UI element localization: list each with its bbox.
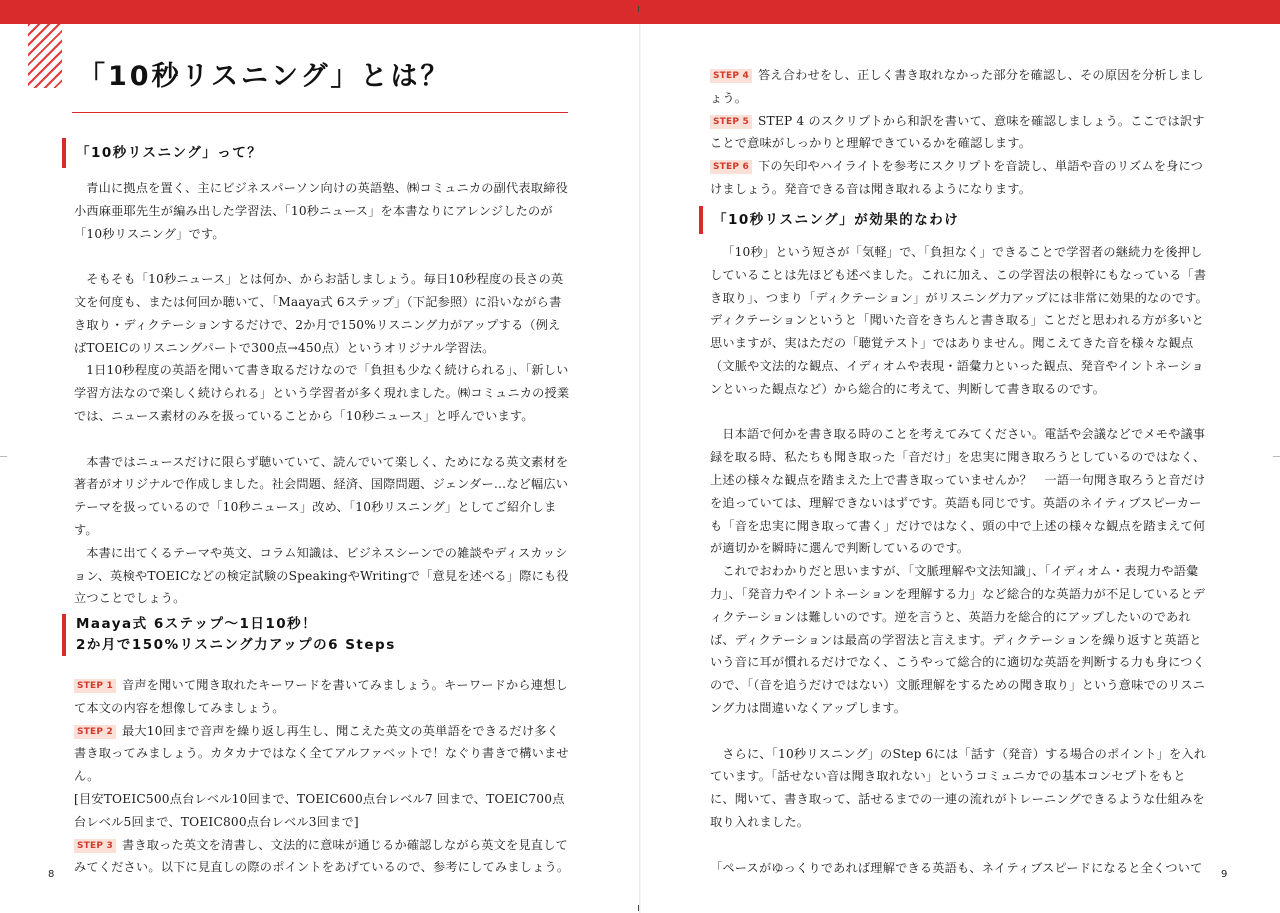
step-tag: STEP 2 xyxy=(74,725,116,739)
section-heading-six-steps xyxy=(62,614,396,656)
section-heading-why-effective: 「10秒リスニング」が効果的なわけ xyxy=(699,206,959,234)
step-text: 最大10回まで音声を繰り返し再生し、聞こえた英文の英単語をできるだけ多く書き取ってみましょう。カタカナではなく全てアルファベットで！なぐり書きで構いません。 xyxy=(74,723,569,784)
paragraph: 1日10秒程度の英語を聞いて書き取るだけなので「負担も少なく続けられる」、「新しい学習方法なので楽しく続けられる」という学習者が多く現れました。㈱コミュニカの授業では、ニュース素材のみを扱っていることから「10秒ニュース」と呼んでいます。 xyxy=(74,363,570,423)
step-item xyxy=(710,64,1210,110)
step-item xyxy=(710,155,1210,201)
step-tag: STEP 3 xyxy=(74,839,116,853)
step-tag: STEP 4 xyxy=(710,69,752,83)
title-rule xyxy=(72,112,568,113)
step-text: 答え合わせをし、正しく書き取れなかった部分を確認し、その原因を分析しましょう。 xyxy=(710,68,1204,105)
step-text: 書き取った英文を清書し、文法的に意味が通じるか確認しながら英文を見直してみてください。以下に見直しの際のポイントをあげているので、参考にしてみましょう。 xyxy=(74,837,570,875)
step-note: [目安TOEIC500点台レベル10回まで、TOEIC600点台レベル7 回まで、TOEIC700点台レベル5回まで、TOEIC800点台レベル3回まで] xyxy=(74,791,565,829)
section-body-what-is xyxy=(74,177,570,610)
step-item xyxy=(74,674,570,720)
section-heading-line: 2か月で150%リスニング力アップの6 Steps xyxy=(76,637,396,653)
paragraph: 青山に拠点を置く、主にビジネスパーソン向けの英語塾、㈱コミュニカの副代表取締役小西麻亜耶先生が編み出した学習法、「10秒ニュース」を本書なりにアレンジしたのが「10秒リスニング」です。 xyxy=(74,181,568,241)
step-item xyxy=(710,110,1210,156)
step-tag: STEP 5 xyxy=(710,115,752,129)
step-text: 下の矢印やハイライトを参考にスクリプトを音読し、単語や音のリズムを身につけましょう。発音できる音は聞き取れるようになります。 xyxy=(710,159,1204,196)
step-item xyxy=(74,720,570,788)
page-number-right: 9 xyxy=(1221,869,1228,880)
step-text: 音声を聞いて聞き取れたキーワードを書いてみましょう。キーワードから連想して本文の内容を想像してみましょう。 xyxy=(74,678,568,715)
right-page xyxy=(640,0,1280,913)
step-list-left xyxy=(74,674,570,879)
paragraph: 本書に出てくるテーマや英文、コラム知識は、ビジネスシーンでの雑談やディスカッション、英検やTOEICなどの検定試験のSpeakingやWritingで「意見を述べる」際にも役立つことでしょう。 xyxy=(74,545,569,606)
section-heading-what-is: 「10秒リスニング」って？ xyxy=(62,138,262,168)
step-list-right xyxy=(710,64,1210,201)
step-item xyxy=(74,834,570,880)
page-title: 「10秒リスニング」とは？ xyxy=(78,61,451,92)
paragraph: そもそも「10秒ニュース」とは何か、からお話しましょう。毎日10秒程度の長さの英文を何度も、または何回か聴いて、「Maaya式 6ステップ」（下記参照）に沿いながら書き取り・ディクテーションするだけで、2か月で150%リスニング力がアップする（例えばTOEICのリスニングパートで300点→450点）というオリジナル学習法。 xyxy=(74,272,564,355)
step-text: STEP 4 のスクリプトから和訳を書いて、意味を確認しましょう。ここでは訳すことで意味がしっかりと理解できているかを確認します。 xyxy=(710,113,1205,151)
paragraph: 日本語で何かを書き取る時のことを考えてみてください。電話や会議などでメモや議事録を取る時、私たちも聞き取った「音だけ」を忠実に聞き取ろうとしているのではなく、上述の様々な観点を踏まえた上で書き取っていませんか？ 一語一句聞き取ろうと音だけを追っていては、理解できないはずです。英語も同じです。英語のネイティブスピーカーも「音を忠実に聞き取って書く」だけではなく、頭の中で上述の様々な観点を踏まえて何が適切かを瞬時に選んで判断しているのです。 xyxy=(710,427,1206,556)
step-tag: STEP 1 xyxy=(74,679,116,693)
paragraph: 「ペースがゆっくりであれば理解できる英語も、ネイティブスピードになると全くついて xyxy=(710,860,1203,875)
section-heading-line: Maaya式 6ステップ～1日10秒！ xyxy=(76,616,318,632)
paragraph: これでおわかりだと思いますが、「文脈理解や文法知識」、「イディオム・表現力や語彙力」、「発音力やイントネーションを理解する力」など総合的な英語力が不足しているとディクテーションは難しいのです。逆を言うと、英語力を総合的にアップしたいのであれば、ディクテーションは最高の学習法と言えます。ディクテーションを繰り返すと英語という音に耳が慣れるだけでなく、こうやって総合的に適切な英語を判断する力も身につくので、「（音を追うだけではない）文脈理解をするための聞き取り」という意味でのリスニング力は間違いなくアップします。 xyxy=(710,564,1206,715)
section-body-why-effective xyxy=(710,241,1210,879)
step-tag: STEP 6 xyxy=(710,160,752,174)
page-number-left: 8 xyxy=(48,869,55,880)
paragraph: 本書ではニュースだけに限らず聴いていて、読んでいて楽しく、ためになる英文素材を著者がオリジナルで作成しました。社会問題、経済、国際問題、ジェンダー…など幅広いテーマを扱っているので「10秒ニュース」改め、「10秒リスニング」としてご紹介します。 xyxy=(74,454,569,537)
paragraph: 「10秒」という短さが「気軽」で、「負担なく」できることで学習者の継続力を後押ししていることは先ほども述べました。これに加え、この学習法の根幹にもなっている「書き取り」、つまり「ディクテーション」がリスニング力アップには非常に効果的なのです。ディクテーションというと「聞いた音をきちんと書き取る」ことだと思われる方が多いと思いますが、実はただの「聴覚テスト」ではありません。聞こえてきた音を様々な観点（文脈や文法的な観点、イディオムや表現・語彙力といった観点、発音やイントネーションといった観点など）から総合的に考えて、判断して書き取るのです。 xyxy=(710,245,1209,396)
paragraph: さらに、「10秒リスニング」のStep 6には「話す（発音）する場合のポイント」を入れています。「話せない音は聞き取れない」というコミュニカでの基本コンセプトをもとに、聞いて、書き取って、話せるまでの一連の流れがトレーニングできるような仕組みを取り入れました。 xyxy=(710,746,1207,829)
